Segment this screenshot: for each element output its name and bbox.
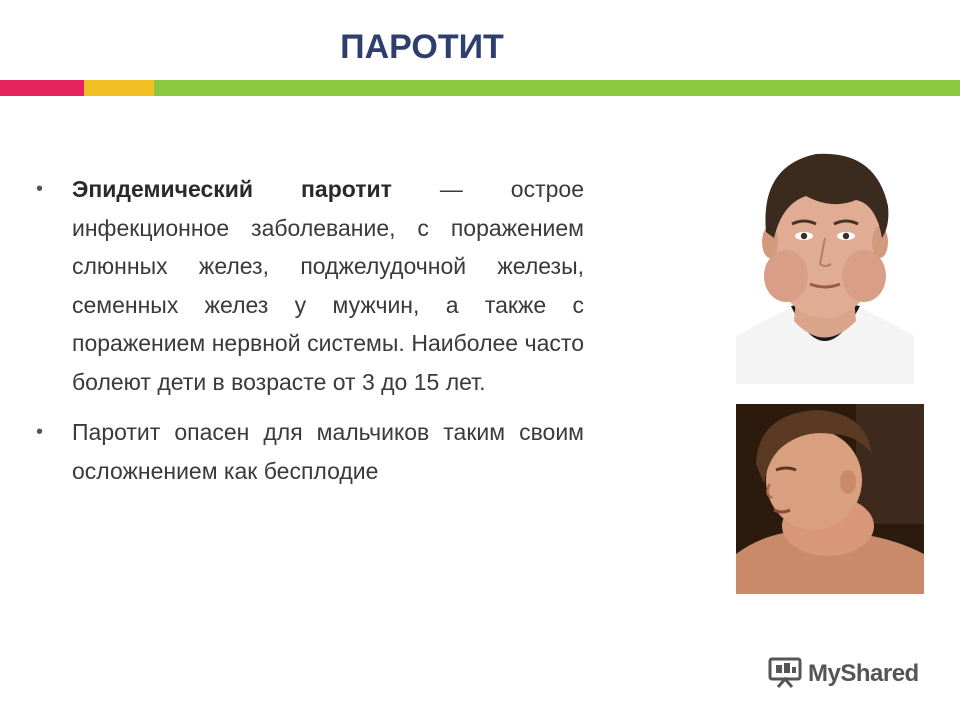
header-stripe-green [154, 80, 960, 96]
header-stripe-pink [0, 80, 84, 96]
watermark-text: MyShared [808, 660, 919, 687]
bullet-dot: • [36, 178, 44, 200]
bullet-dot: • [36, 421, 44, 443]
bullet-text: Паротит опасен для мальчиков таким своим осложнением как бесплодие [72, 419, 584, 484]
photo-young-man-swollen-face [736, 146, 914, 384]
bullet-text: — острое инфекционное заболевание, с поражением слюнных желез, поджелудочной железы, семенных желез у мужчин, а также с поражением нервной системы. Наиболее часто болеют дети в возрасте от 3 до 15 лет. [72, 176, 584, 395]
slide-title: ПАРОТИТ [340, 28, 504, 66]
watermark [768, 654, 919, 694]
header-stripe-yellow [84, 80, 154, 96]
myshared-logo-icon [768, 655, 802, 694]
bullet-item [36, 170, 584, 401]
photo-child-swollen-neck [736, 404, 924, 594]
slide-body [36, 170, 584, 502]
bullet-item [36, 413, 584, 490]
bullet-bold-term: Эпидемический паротит [72, 176, 392, 202]
